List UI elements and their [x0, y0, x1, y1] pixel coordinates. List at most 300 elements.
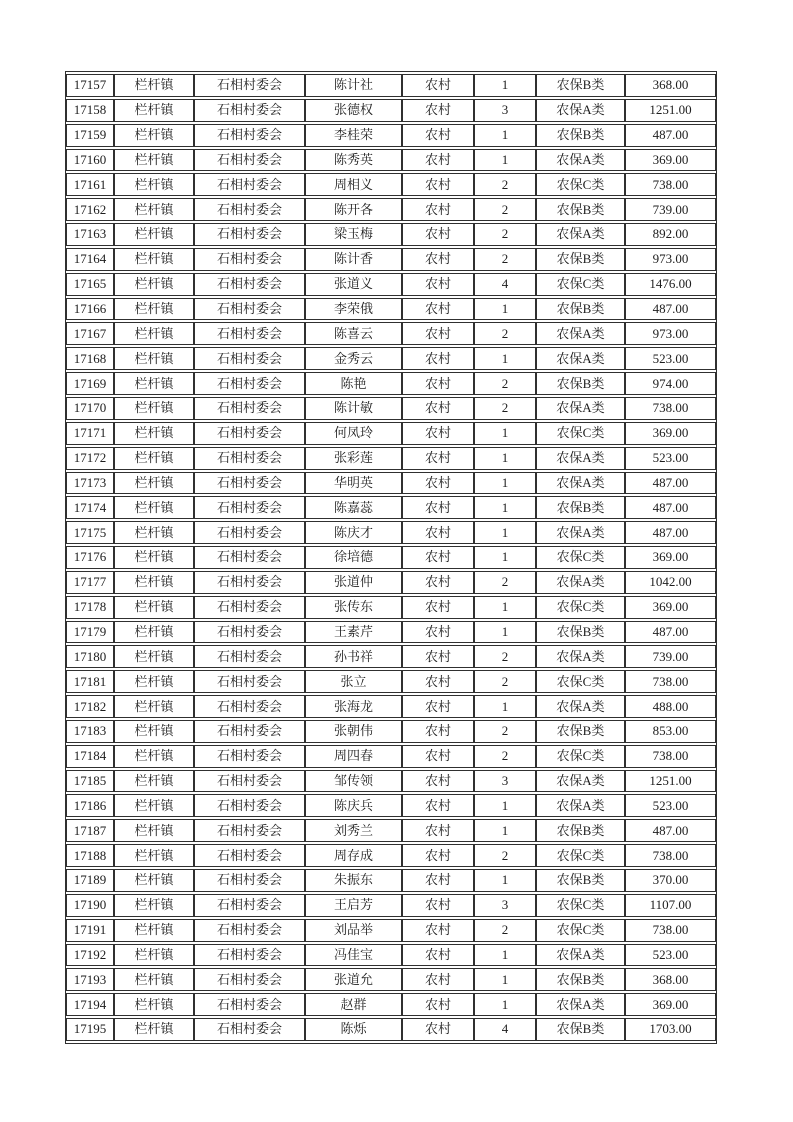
cell-village-committee: 石相村委会: [194, 645, 305, 668]
table-row: [66, 223, 716, 246]
cell-record-id: 17179: [66, 621, 114, 644]
cell-record-id: 17169: [66, 372, 114, 395]
table-row: [66, 844, 716, 867]
cell-village-committee: 石相村委会: [194, 745, 305, 768]
cell-person-name: 陈喜云: [305, 322, 402, 345]
cell-town: 栏杆镇: [114, 894, 194, 917]
cell-insurance-category: 农保A类: [536, 770, 625, 793]
cell-person-name: 张道义: [305, 273, 402, 296]
cell-person-name: 刘品举: [305, 919, 402, 942]
cell-insurance-category: 农保B类: [536, 248, 625, 271]
cell-record-id: 17161: [66, 173, 114, 196]
cell-town: 栏杆镇: [114, 869, 194, 892]
cell-village-committee: 石相村委会: [194, 422, 305, 445]
cell-headcount: 2: [474, 248, 536, 271]
cell-headcount: 1: [474, 944, 536, 967]
cell-village-committee: 石相村委会: [194, 149, 305, 172]
cell-headcount: 1: [474, 149, 536, 172]
cell-amount: 369.00: [625, 546, 716, 569]
cell-household-type: 农村: [402, 819, 474, 842]
cell-village-committee: 石相村委会: [194, 944, 305, 967]
cell-person-name: 陈计社: [305, 74, 402, 97]
cell-household-type: 农村: [402, 919, 474, 942]
cell-village-committee: 石相村委会: [194, 322, 305, 345]
table-row: [66, 422, 716, 445]
cell-person-name: 刘秀兰: [305, 819, 402, 842]
cell-town: 栏杆镇: [114, 571, 194, 594]
cell-record-id: 17175: [66, 521, 114, 544]
table-row: [66, 993, 716, 1016]
cell-insurance-category: 农保A类: [536, 993, 625, 1016]
cell-amount: 738.00: [625, 670, 716, 693]
cell-person-name: 陈开各: [305, 198, 402, 221]
cell-person-name: 金秀云: [305, 347, 402, 370]
cell-amount: 487.00: [625, 621, 716, 644]
table-row: [66, 944, 716, 967]
cell-household-type: 农村: [402, 720, 474, 743]
cell-town: 栏杆镇: [114, 99, 194, 122]
cell-record-id: 17167: [66, 322, 114, 345]
cell-record-id: 17181: [66, 670, 114, 693]
cell-insurance-category: 农保A类: [536, 447, 625, 470]
cell-insurance-category: 农保B类: [536, 1018, 625, 1041]
cell-household-type: 农村: [402, 794, 474, 817]
table-row: [66, 149, 716, 172]
cell-village-committee: 石相村委会: [194, 546, 305, 569]
cell-headcount: 1: [474, 695, 536, 718]
cell-headcount: 1: [474, 422, 536, 445]
cell-town: 栏杆镇: [114, 670, 194, 693]
cell-village-committee: 石相村委会: [194, 472, 305, 495]
cell-town: 栏杆镇: [114, 695, 194, 718]
cell-person-name: 孙书祥: [305, 645, 402, 668]
table-row: [66, 571, 716, 594]
cell-headcount: 1: [474, 546, 536, 569]
cell-amount: 1476.00: [625, 273, 716, 296]
table-row: [66, 596, 716, 619]
cell-amount: 369.00: [625, 596, 716, 619]
cell-insurance-category: 农保A类: [536, 149, 625, 172]
cell-town: 栏杆镇: [114, 149, 194, 172]
table-row: [66, 819, 716, 842]
cell-amount: 369.00: [625, 149, 716, 172]
cell-amount: 523.00: [625, 347, 716, 370]
table-row: [66, 397, 716, 420]
cell-person-name: 梁玉梅: [305, 223, 402, 246]
cell-headcount: 4: [474, 1018, 536, 1041]
cell-person-name: 张道仲: [305, 571, 402, 594]
cell-village-committee: 石相村委会: [194, 894, 305, 917]
cell-amount: 369.00: [625, 993, 716, 1016]
cell-household-type: 农村: [402, 472, 474, 495]
cell-town: 栏杆镇: [114, 919, 194, 942]
cell-town: 栏杆镇: [114, 993, 194, 1016]
cell-insurance-category: 农保A类: [536, 99, 625, 122]
cell-person-name: 张海龙: [305, 695, 402, 718]
cell-insurance-category: 农保B类: [536, 869, 625, 892]
table-row: [66, 496, 716, 519]
cell-village-committee: 石相村委会: [194, 372, 305, 395]
cell-village-committee: 石相村委会: [194, 173, 305, 196]
cell-headcount: 2: [474, 670, 536, 693]
cell-amount: 738.00: [625, 919, 716, 942]
cell-insurance-category: 农保C类: [536, 894, 625, 917]
cell-headcount: 2: [474, 645, 536, 668]
table-row: [66, 621, 716, 644]
cell-record-id: 17188: [66, 844, 114, 867]
cell-village-committee: 石相村委会: [194, 869, 305, 892]
table-row: [66, 794, 716, 817]
table-row: [66, 347, 716, 370]
cell-record-id: 17159: [66, 124, 114, 147]
cell-town: 栏杆镇: [114, 621, 194, 644]
cell-record-id: 17168: [66, 347, 114, 370]
cell-record-id: 17160: [66, 149, 114, 172]
cell-record-id: 17163: [66, 223, 114, 246]
cell-town: 栏杆镇: [114, 248, 194, 271]
cell-headcount: 1: [474, 993, 536, 1016]
cell-headcount: 2: [474, 372, 536, 395]
cell-household-type: 农村: [402, 546, 474, 569]
cell-headcount: 1: [474, 447, 536, 470]
cell-headcount: 1: [474, 596, 536, 619]
cell-town: 栏杆镇: [114, 968, 194, 991]
cell-headcount: 3: [474, 894, 536, 917]
cell-insurance-category: 农保B类: [536, 124, 625, 147]
cell-town: 栏杆镇: [114, 472, 194, 495]
cell-insurance-category: 农保B类: [536, 298, 625, 321]
cell-insurance-category: 农保C类: [536, 919, 625, 942]
table-row: [66, 894, 716, 917]
cell-amount: 853.00: [625, 720, 716, 743]
cell-household-type: 农村: [402, 223, 474, 246]
cell-amount: 369.00: [625, 422, 716, 445]
cell-person-name: 陈艳: [305, 372, 402, 395]
cell-household-type: 农村: [402, 298, 474, 321]
cell-person-name: 王素芹: [305, 621, 402, 644]
cell-headcount: 1: [474, 472, 536, 495]
cell-household-type: 农村: [402, 571, 474, 594]
cell-person-name: 陈庆才: [305, 521, 402, 544]
records-table-body: [66, 74, 716, 1041]
cell-person-name: 周四春: [305, 745, 402, 768]
cell-headcount: 1: [474, 298, 536, 321]
cell-insurance-category: 农保C类: [536, 422, 625, 445]
cell-amount: 973.00: [625, 322, 716, 345]
cell-insurance-category: 农保A类: [536, 322, 625, 345]
cell-insurance-category: 农保B类: [536, 198, 625, 221]
table-row: [66, 372, 716, 395]
cell-town: 栏杆镇: [114, 496, 194, 519]
cell-insurance-category: 农保B类: [536, 720, 625, 743]
cell-amount: 370.00: [625, 869, 716, 892]
table-row: [66, 869, 716, 892]
cell-town: 栏杆镇: [114, 844, 194, 867]
cell-insurance-category: 农保B类: [536, 621, 625, 644]
cell-record-id: 17193: [66, 968, 114, 991]
cell-village-committee: 石相村委会: [194, 794, 305, 817]
table-row: [66, 546, 716, 569]
cell-amount: 1251.00: [625, 770, 716, 793]
cell-household-type: 农村: [402, 198, 474, 221]
cell-village-committee: 石相村委会: [194, 397, 305, 420]
cell-amount: 1107.00: [625, 894, 716, 917]
cell-amount: 487.00: [625, 521, 716, 544]
cell-record-id: 17170: [66, 397, 114, 420]
cell-person-name: 张立: [305, 670, 402, 693]
table-row: [66, 720, 716, 743]
cell-village-committee: 石相村委会: [194, 447, 305, 470]
cell-record-id: 17171: [66, 422, 114, 445]
table-row: [66, 770, 716, 793]
cell-amount: 1703.00: [625, 1018, 716, 1041]
cell-village-committee: 石相村委会: [194, 124, 305, 147]
cell-headcount: 2: [474, 571, 536, 594]
cell-household-type: 农村: [402, 496, 474, 519]
cell-town: 栏杆镇: [114, 372, 194, 395]
cell-amount: 487.00: [625, 124, 716, 147]
table-row: [66, 322, 716, 345]
cell-headcount: 1: [474, 819, 536, 842]
cell-town: 栏杆镇: [114, 322, 194, 345]
cell-household-type: 农村: [402, 124, 474, 147]
cell-amount: 739.00: [625, 198, 716, 221]
cell-household-type: 农村: [402, 596, 474, 619]
cell-insurance-category: 农保B类: [536, 74, 625, 97]
cell-town: 栏杆镇: [114, 770, 194, 793]
cell-headcount: 2: [474, 173, 536, 196]
cell-insurance-category: 农保A类: [536, 944, 625, 967]
cell-amount: 487.00: [625, 472, 716, 495]
cell-amount: 739.00: [625, 645, 716, 668]
cell-person-name: 张道允: [305, 968, 402, 991]
cell-person-name: 冯佳宝: [305, 944, 402, 967]
cell-village-committee: 石相村委会: [194, 993, 305, 1016]
cell-town: 栏杆镇: [114, 447, 194, 470]
cell-household-type: 农村: [402, 869, 474, 892]
cell-headcount: 2: [474, 322, 536, 345]
cell-record-id: 17184: [66, 745, 114, 768]
cell-headcount: 1: [474, 968, 536, 991]
cell-insurance-category: 农保A类: [536, 794, 625, 817]
table-row: [66, 645, 716, 668]
cell-record-id: 17158: [66, 99, 114, 122]
cell-headcount: 3: [474, 99, 536, 122]
cell-household-type: 农村: [402, 149, 474, 172]
table-row: [66, 447, 716, 470]
cell-household-type: 农村: [402, 844, 474, 867]
cell-amount: 368.00: [625, 968, 716, 991]
cell-village-committee: 石相村委会: [194, 670, 305, 693]
cell-person-name: 张传东: [305, 596, 402, 619]
cell-record-id: 17183: [66, 720, 114, 743]
cell-village-committee: 石相村委会: [194, 968, 305, 991]
cell-record-id: 17166: [66, 298, 114, 321]
cell-household-type: 农村: [402, 745, 474, 768]
cell-record-id: 17157: [66, 74, 114, 97]
cell-headcount: 3: [474, 770, 536, 793]
cell-town: 栏杆镇: [114, 521, 194, 544]
table-row: [66, 919, 716, 942]
cell-insurance-category: 农保A类: [536, 472, 625, 495]
cell-town: 栏杆镇: [114, 546, 194, 569]
cell-person-name: 王启芳: [305, 894, 402, 917]
cell-town: 栏杆镇: [114, 273, 194, 296]
cell-person-name: 陈嘉蕊: [305, 496, 402, 519]
cell-village-committee: 石相村委会: [194, 919, 305, 942]
cell-record-id: 17189: [66, 869, 114, 892]
cell-person-name: 张彩莲: [305, 447, 402, 470]
cell-insurance-category: 农保A类: [536, 645, 625, 668]
cell-village-committee: 石相村委会: [194, 621, 305, 644]
cell-town: 栏杆镇: [114, 223, 194, 246]
cell-household-type: 农村: [402, 173, 474, 196]
cell-headcount: 1: [474, 74, 536, 97]
table-row: [66, 124, 716, 147]
table-row: [66, 521, 716, 544]
cell-amount: 1042.00: [625, 571, 716, 594]
cell-headcount: 1: [474, 794, 536, 817]
cell-amount: 523.00: [625, 794, 716, 817]
cell-town: 栏杆镇: [114, 173, 194, 196]
cell-town: 栏杆镇: [114, 1018, 194, 1041]
table-row: [66, 745, 716, 768]
cell-town: 栏杆镇: [114, 124, 194, 147]
cell-amount: 738.00: [625, 397, 716, 420]
cell-amount: 738.00: [625, 745, 716, 768]
cell-record-id: 17164: [66, 248, 114, 271]
cell-village-committee: 石相村委会: [194, 223, 305, 246]
cell-town: 栏杆镇: [114, 422, 194, 445]
cell-household-type: 农村: [402, 670, 474, 693]
cell-person-name: 赵群: [305, 993, 402, 1016]
cell-household-type: 农村: [402, 99, 474, 122]
cell-household-type: 农村: [402, 347, 474, 370]
cell-person-name: 朱振东: [305, 869, 402, 892]
cell-record-id: 17192: [66, 944, 114, 967]
cell-headcount: 2: [474, 919, 536, 942]
cell-household-type: 农村: [402, 521, 474, 544]
table-row: [66, 74, 716, 97]
cell-town: 栏杆镇: [114, 397, 194, 420]
cell-record-id: 17176: [66, 546, 114, 569]
cell-town: 栏杆镇: [114, 819, 194, 842]
cell-town: 栏杆镇: [114, 745, 194, 768]
table-row: [66, 273, 716, 296]
table-row: [66, 248, 716, 271]
cell-insurance-category: 农保C类: [536, 273, 625, 296]
cell-household-type: 农村: [402, 372, 474, 395]
cell-village-committee: 石相村委会: [194, 521, 305, 544]
cell-household-type: 农村: [402, 993, 474, 1016]
cell-village-committee: 石相村委会: [194, 844, 305, 867]
table-row: [66, 670, 716, 693]
records-table: [65, 71, 717, 1044]
cell-person-name: 张朝伟: [305, 720, 402, 743]
cell-record-id: 17178: [66, 596, 114, 619]
cell-household-type: 农村: [402, 695, 474, 718]
cell-record-id: 17177: [66, 571, 114, 594]
cell-town: 栏杆镇: [114, 720, 194, 743]
table-row: [66, 198, 716, 221]
cell-town: 栏杆镇: [114, 298, 194, 321]
table-row: [66, 173, 716, 196]
cell-village-committee: 石相村委会: [194, 248, 305, 271]
cell-town: 栏杆镇: [114, 596, 194, 619]
cell-insurance-category: 农保C类: [536, 844, 625, 867]
cell-person-name: 陈烁: [305, 1018, 402, 1041]
cell-household-type: 农村: [402, 770, 474, 793]
cell-record-id: 17165: [66, 273, 114, 296]
cell-insurance-category: 农保B类: [536, 372, 625, 395]
table-row: [66, 968, 716, 991]
cell-amount: 738.00: [625, 844, 716, 867]
cell-village-committee: 石相村委会: [194, 298, 305, 321]
cell-amount: 523.00: [625, 944, 716, 967]
cell-insurance-category: 农保B类: [536, 496, 625, 519]
cell-record-id: 17190: [66, 894, 114, 917]
cell-village-committee: 石相村委会: [194, 496, 305, 519]
cell-insurance-category: 农保A类: [536, 223, 625, 246]
cell-headcount: 2: [474, 745, 536, 768]
cell-village-committee: 石相村委会: [194, 819, 305, 842]
cell-insurance-category: 农保A类: [536, 695, 625, 718]
cell-amount: 1251.00: [625, 99, 716, 122]
cell-amount: 487.00: [625, 496, 716, 519]
cell-amount: 487.00: [625, 298, 716, 321]
cell-household-type: 农村: [402, 248, 474, 271]
cell-insurance-category: 农保B类: [536, 819, 625, 842]
cell-insurance-category: 农保C类: [536, 596, 625, 619]
cell-town: 栏杆镇: [114, 347, 194, 370]
cell-headcount: 1: [474, 621, 536, 644]
cell-amount: 973.00: [625, 248, 716, 271]
cell-person-name: 陈秀英: [305, 149, 402, 172]
cell-person-name: 张德权: [305, 99, 402, 122]
cell-town: 栏杆镇: [114, 944, 194, 967]
cell-insurance-category: 农保A类: [536, 571, 625, 594]
cell-insurance-category: 农保C类: [536, 546, 625, 569]
cell-headcount: 2: [474, 844, 536, 867]
cell-record-id: 17187: [66, 819, 114, 842]
cell-headcount: 1: [474, 347, 536, 370]
cell-record-id: 17172: [66, 447, 114, 470]
cell-headcount: 2: [474, 223, 536, 246]
cell-household-type: 农村: [402, 422, 474, 445]
cell-household-type: 农村: [402, 944, 474, 967]
table-row: [66, 472, 716, 495]
cell-town: 栏杆镇: [114, 198, 194, 221]
cell-headcount: 2: [474, 397, 536, 420]
cell-amount: 487.00: [625, 819, 716, 842]
cell-record-id: 17195: [66, 1018, 114, 1041]
cell-record-id: 17182: [66, 695, 114, 718]
cell-record-id: 17191: [66, 919, 114, 942]
cell-record-id: 17186: [66, 794, 114, 817]
cell-insurance-category: 农保B类: [536, 968, 625, 991]
cell-insurance-category: 农保C类: [536, 745, 625, 768]
cell-household-type: 农村: [402, 968, 474, 991]
cell-village-committee: 石相村委会: [194, 198, 305, 221]
cell-record-id: 17173: [66, 472, 114, 495]
cell-village-committee: 石相村委会: [194, 695, 305, 718]
table-row: [66, 695, 716, 718]
cell-amount: 974.00: [625, 372, 716, 395]
cell-insurance-category: 农保A类: [536, 521, 625, 544]
cell-person-name: 陈计敏: [305, 397, 402, 420]
table-row: [66, 1018, 716, 1041]
cell-headcount: 1: [474, 521, 536, 544]
